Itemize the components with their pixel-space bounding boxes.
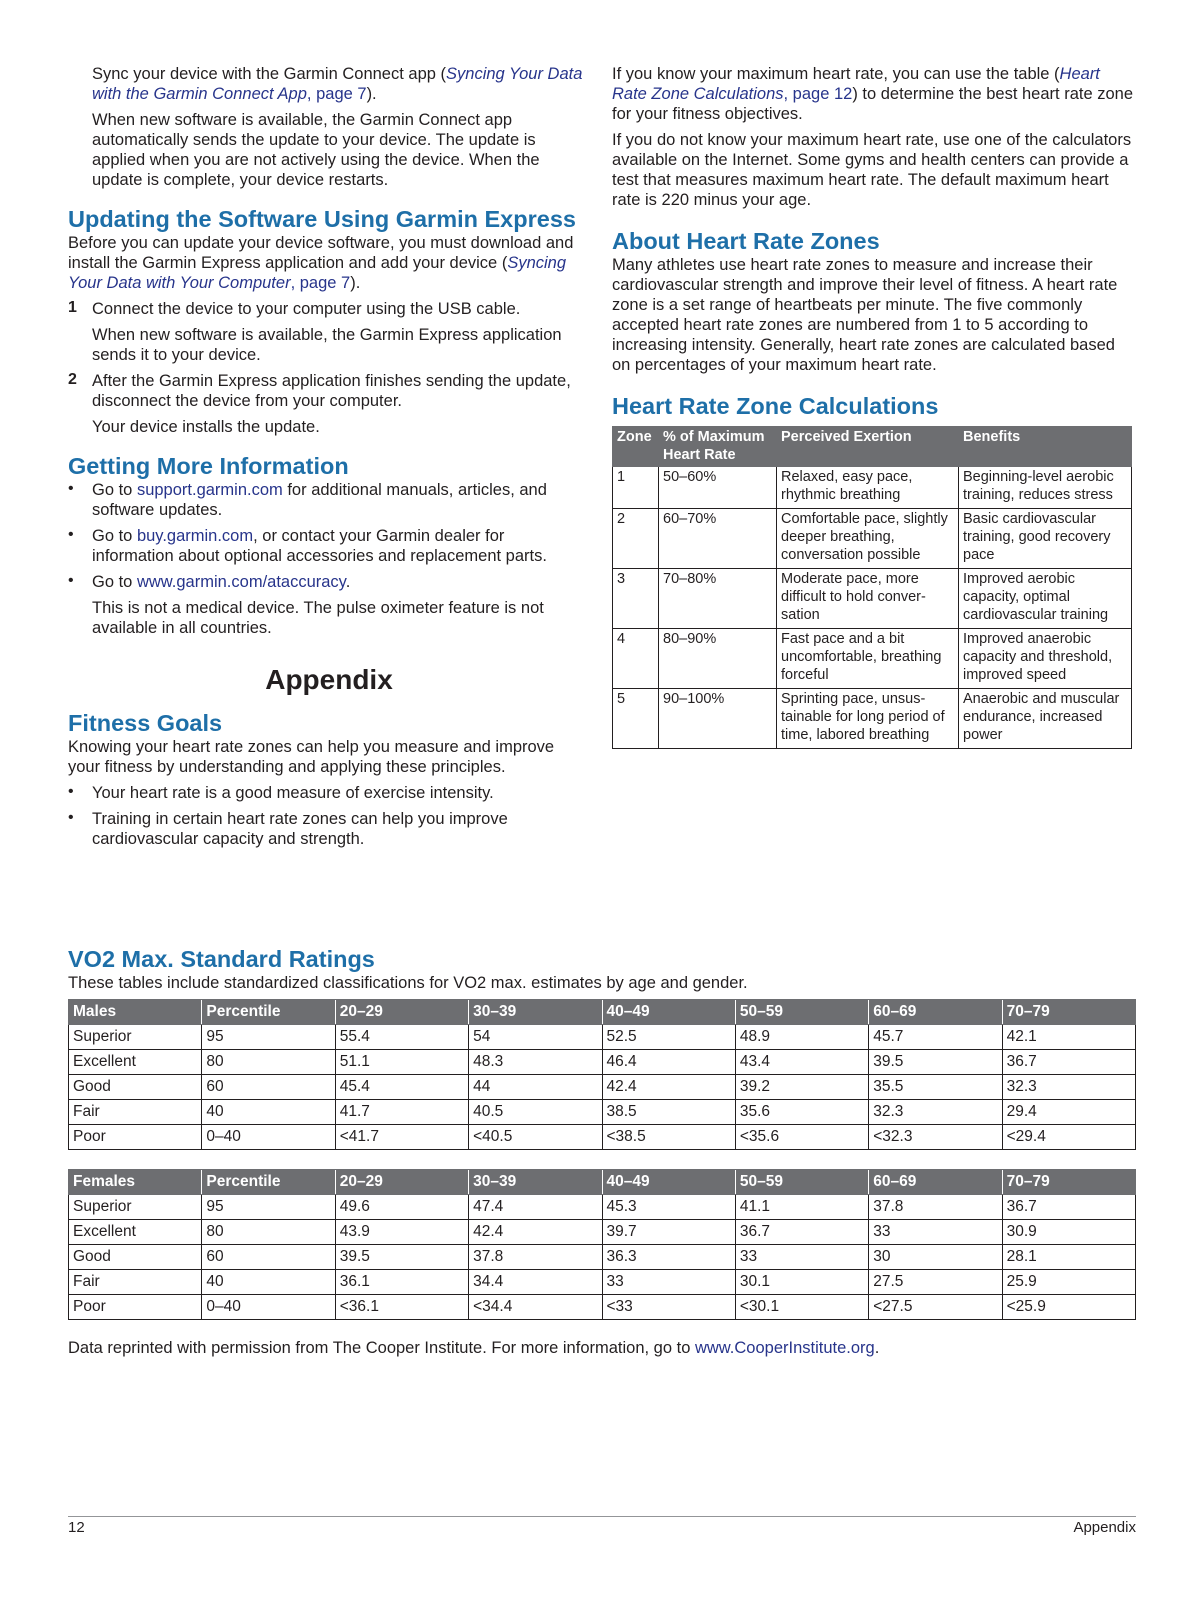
express-heading: Updating the Software Using Garmin Express <box>68 206 576 232</box>
table-cell: 52.5 <box>602 1025 735 1050</box>
table-cell: 39.7 <box>602 1220 735 1245</box>
table-row <box>613 467 1132 509</box>
exertion-cell: Sprinting pace, unsus-tainable for long period of time, labored breathing <box>777 689 959 749</box>
page-number: 12 <box>68 1519 85 1536</box>
table-cell: 45.7 <box>869 1025 1002 1050</box>
table-cell: 32.3 <box>1002 1075 1135 1100</box>
table-cell: 33 <box>602 1270 735 1295</box>
more-info-heading: Getting More Information <box>68 453 349 479</box>
buy-garmin-link[interactable]: buy.garmin.com <box>136 527 254 545</box>
table-cell: 41.7 <box>335 1100 468 1125</box>
col-header-percent: % of Maximum Heart Rate <box>659 427 777 467</box>
table-row <box>69 1220 1136 1245</box>
percent-cell: 60–70% <box>659 509 777 569</box>
table-cell: Superior <box>69 1195 202 1220</box>
table-cell: 33 <box>869 1220 1002 1245</box>
ataccuracy-link[interactable]: www.garmin.com/ataccuracy <box>136 573 346 591</box>
table-cell: 80 <box>202 1220 335 1245</box>
table-row <box>613 509 1132 569</box>
col-header-exertion: Perceived Exertion <box>777 427 959 467</box>
vo2-males-table <box>68 999 1136 1150</box>
table-cell: <25.9 <box>1002 1295 1135 1320</box>
zone-cell: 1 <box>613 467 659 509</box>
table-cell: <29.4 <box>1002 1125 1135 1150</box>
zone-cell: 4 <box>613 629 659 689</box>
vo2-heading: VO2 Max. Standard Ratings <box>68 946 375 972</box>
table-cell: 33 <box>735 1245 868 1270</box>
hr-zone-calc-link[interactable]: Heart Rate Zone Calculations <box>612 65 1100 103</box>
table-cell: 60 <box>202 1245 335 1270</box>
zone-cell: 5 <box>613 689 659 749</box>
more-info-bullet-1 <box>68 480 590 520</box>
bullet-text: Go to <box>92 527 137 545</box>
table-row <box>69 1100 1136 1125</box>
table-cell: 36.3 <box>602 1245 735 1270</box>
col-header: 30–39 <box>469 1170 602 1195</box>
hr-zones-text: Many athletes use heart rate zones to measure and increase their cardiovascular strength and improve their level of fitness. A heart rate zone is a set range of heartbeats per minute. The five commonly accepted heart rate zones are numbered from 1 to 5 according to increasing intensity. Generally, heart rate zones are calculated based on percentages of your maximum heart rate. <box>612 256 1118 374</box>
col-header: 60–69 <box>869 1000 1002 1025</box>
table-cell: 29.4 <box>1002 1100 1135 1125</box>
table-row <box>69 1245 1136 1270</box>
table-cell: 54 <box>469 1025 602 1050</box>
col-header: Percentile <box>202 1170 335 1195</box>
bullet-text: Go to <box>92 573 137 591</box>
bullet-text: . <box>345 573 351 591</box>
medical-disclaimer: This is not a medical device. The pulse oximeter feature is not available in all countries. <box>92 599 544 637</box>
percent-cell: 70–80% <box>659 569 777 629</box>
table-cell: 44 <box>469 1075 602 1100</box>
fitness-bullet-1 <box>68 783 590 803</box>
table-row <box>69 1125 1136 1150</box>
cooper-credit <box>68 1338 1136 1358</box>
fitness-intro: Knowing your heart rate zones can help you measure and improve your fitness by understanding and applying these principles. <box>68 738 555 776</box>
bullet-text: Your heart rate is a good measure of exercise intensity. <box>92 784 494 802</box>
table-cell: 49.6 <box>335 1195 468 1220</box>
col-header: 40–49 <box>602 1170 735 1195</box>
step-1 <box>68 299 590 365</box>
table-cell: 41.1 <box>735 1195 868 1220</box>
table-cell: <34.4 <box>469 1295 602 1320</box>
table-cell: 37.8 <box>469 1245 602 1270</box>
bullet-text: , or contact your Garmin dealer for information about optional accessories and replacement parts. <box>92 527 547 565</box>
table-cell: <32.3 <box>869 1125 1002 1150</box>
percent-cell: 90–100% <box>659 689 777 749</box>
benefits-cell: Anaerobic and muscular endurance, increased power <box>959 689 1132 749</box>
max-hr-text-end: ) to determine the best heart rate zone for your fitness objectives. <box>612 85 1133 123</box>
table-cell: 40 <box>202 1270 335 1295</box>
table-cell: 43.9 <box>335 1220 468 1245</box>
table-cell: 40.5 <box>469 1100 602 1125</box>
table-row <box>69 1075 1136 1100</box>
cooper-institute-link[interactable]: www.CooperInstitute.org <box>694 1339 875 1357</box>
max-hr-text: If you know your maximum heart rate, you can use the table ( <box>612 65 1060 83</box>
table-cell: 40 <box>202 1100 335 1125</box>
max-hr-paragraph <box>612 64 1135 124</box>
bullet-glyph: • <box>68 526 74 543</box>
table-cell: 34.4 <box>469 1270 602 1295</box>
table-cell: 25.9 <box>1002 1270 1135 1295</box>
table-cell: 51.1 <box>335 1050 468 1075</box>
table-cell: 95 <box>202 1025 335 1050</box>
percent-cell: 50–60% <box>659 467 777 509</box>
benefits-cell: Improved aerobic capacity, optimal cardiovascular training <box>959 569 1132 629</box>
benefits-cell: Beginning-level aerobic training, reduces stress <box>959 467 1132 509</box>
table-cell: <36.1 <box>335 1295 468 1320</box>
table-cell: 0–40 <box>202 1295 335 1320</box>
col-header: 20–29 <box>335 1000 468 1025</box>
table-cell: 42.1 <box>1002 1025 1135 1050</box>
sync-text: Sync your device with the Garmin Connect app ( <box>92 65 447 83</box>
more-info-bullet-2 <box>68 526 590 566</box>
col-header: 20–29 <box>335 1170 468 1195</box>
credit-text-end: . <box>874 1339 880 1357</box>
table-cell: 42.4 <box>602 1075 735 1100</box>
table-cell: 30 <box>869 1245 1002 1270</box>
more-info-bullet-3 <box>68 572 590 638</box>
col-header: 70–79 <box>1002 1000 1135 1025</box>
col-header: Males <box>69 1000 202 1025</box>
unknown-max-hr-paragraph: If you do not know your maximum heart rate, use one of the calculators available on the Internet. Some gyms and health centers can provide a test that measures maximum heart rate. The default maximum heart rate is 220 minus your age. <box>612 131 1132 209</box>
support-garmin-link[interactable]: support.garmin.com <box>136 481 283 499</box>
bullet-glyph: • <box>68 783 74 800</box>
table-cell: 35.5 <box>869 1075 1002 1100</box>
express-intro-text: Before you can update your device software, you must download and install the Garmin Express application and add your device ( <box>68 234 574 272</box>
col-header: Percentile <box>202 1000 335 1025</box>
left-column <box>68 64 590 849</box>
update-paragraph: When new software is available, the Garmin Connect app automatically sends the update to your device. The update is applied when you are not actively using the device. When the update is complete, your device restarts. <box>92 111 540 189</box>
table-cell: <30.1 <box>735 1295 868 1320</box>
hr-zones-heading: About Heart Rate Zones <box>612 228 880 254</box>
hr-zone-calc-page-link[interactable]: , page 12 <box>783 85 853 103</box>
table-cell: 39.2 <box>735 1075 868 1100</box>
table-cell: 80 <box>202 1050 335 1075</box>
percent-cell: 80–90% <box>659 629 777 689</box>
table-cell: 39.5 <box>869 1050 1002 1075</box>
table-row <box>69 1050 1136 1075</box>
col-header: 70–79 <box>1002 1170 1135 1195</box>
col-header: 30–39 <box>469 1000 602 1025</box>
table-cell: 36.7 <box>1002 1050 1135 1075</box>
benefits-cell: Improved anaerobic capacity and threshold, improved speed <box>959 629 1132 689</box>
table-cell: 37.8 <box>869 1195 1002 1220</box>
table-cell: 30.9 <box>1002 1220 1135 1245</box>
table-cell: <35.6 <box>735 1125 868 1150</box>
table-cell: 43.4 <box>735 1050 868 1075</box>
table-cell: 28.1 <box>1002 1245 1135 1270</box>
table-cell: 60 <box>202 1075 335 1100</box>
table-cell: <27.5 <box>869 1295 1002 1320</box>
col-header: 60–69 <box>869 1170 1002 1195</box>
exertion-cell: Moderate pace, more difficult to hold conver-sation <box>777 569 959 629</box>
table-cell: <38.5 <box>602 1125 735 1150</box>
zone-cell: 3 <box>613 569 659 629</box>
table-cell: Superior <box>69 1025 202 1050</box>
step-result: Your device installs the update. <box>92 418 320 436</box>
table-cell: Fair <box>69 1100 202 1125</box>
table-row <box>69 1270 1136 1295</box>
step-number: 1 <box>68 299 77 316</box>
zone-cell: 2 <box>613 509 659 569</box>
bullet-glyph: • <box>68 809 74 826</box>
col-header: 50–59 <box>735 1000 868 1025</box>
table-header-row <box>69 1000 1136 1025</box>
table-cell: Good <box>69 1245 202 1270</box>
table-row <box>613 569 1132 629</box>
benefits-cell: Basic cardiovascular training, good recovery pace <box>959 509 1132 569</box>
table-cell: 47.4 <box>469 1195 602 1220</box>
table-cell: 38.5 <box>602 1100 735 1125</box>
table-cell: 45.3 <box>602 1195 735 1220</box>
table-header-row <box>69 1170 1136 1195</box>
bullet-glyph: • <box>68 572 74 589</box>
syncing-connect-app-page-link[interactable]: , page 7 <box>306 85 367 103</box>
table-header-row <box>613 427 1132 467</box>
exertion-cell: Relaxed, easy pace, rhythmic breathing <box>777 467 959 509</box>
table-cell: 48.3 <box>469 1050 602 1075</box>
col-header: 50–59 <box>735 1170 868 1195</box>
table-cell: 45.4 <box>335 1075 468 1100</box>
bullet-text: Go to <box>92 481 137 499</box>
hr-zone-calc-heading: Heart Rate Zone Calculations <box>612 393 939 419</box>
exertion-cell: Comfortable pace, slightly deeper breathing, conversation possible <box>777 509 959 569</box>
sync-paragraph <box>92 64 590 104</box>
col-header-benefits: Benefits <box>959 427 1132 467</box>
table-cell: 46.4 <box>602 1050 735 1075</box>
table-row <box>613 629 1132 689</box>
step-text: Connect the device to your computer using the USB cable. <box>92 300 521 318</box>
table-cell: 39.5 <box>335 1245 468 1270</box>
appendix-title: Appendix <box>265 664 393 695</box>
syncing-computer-link[interactable]: Syncing Your Data with Your Computer <box>68 254 567 292</box>
exertion-cell: Fast pace and a bit uncomfortable, breathing forceful <box>777 629 959 689</box>
table-cell: 35.6 <box>735 1100 868 1125</box>
table-cell: 27.5 <box>869 1270 1002 1295</box>
fitness-bullet-2 <box>68 809 590 849</box>
bullet-text: for additional manuals, articles, and software updates. <box>92 481 547 519</box>
table-cell: 95 <box>202 1195 335 1220</box>
table-cell: 30.1 <box>735 1270 868 1295</box>
table-cell: <40.5 <box>469 1125 602 1150</box>
table-cell: 42.4 <box>469 1220 602 1245</box>
credit-text: Data reprinted with permission from The Cooper Institute. For more information, go to <box>68 1339 695 1357</box>
table-cell: 55.4 <box>335 1025 468 1050</box>
table-row <box>69 1295 1136 1320</box>
vo2-section <box>68 946 1136 1358</box>
col-header: Females <box>69 1170 202 1195</box>
table-cell: Poor <box>69 1295 202 1320</box>
footer-rule <box>68 1516 1136 1517</box>
table-cell: Good <box>69 1075 202 1100</box>
vo2-females-table <box>68 1169 1136 1320</box>
step-result: When new software is available, the Garmin Express application sends it to your device. <box>92 326 562 364</box>
right-column <box>612 64 1135 749</box>
table-cell: Poor <box>69 1125 202 1150</box>
table-cell: Excellent <box>69 1220 202 1245</box>
table-cell: Excellent <box>69 1050 202 1075</box>
bullet-text: Training in certain heart rate zones can help you improve cardiovascular capacity and strength. <box>92 810 508 848</box>
table-cell: 36.1 <box>335 1270 468 1295</box>
table-cell: 0–40 <box>202 1125 335 1150</box>
table-cell: 32.3 <box>869 1100 1002 1125</box>
vo2-intro: These tables include standardized classifications for VO2 max. estimates by age and gender. <box>68 974 748 992</box>
step-text: After the Garmin Express application finishes sending the update, disconnect the device from your computer. <box>92 372 571 410</box>
table-row <box>69 1195 1136 1220</box>
step-number: 2 <box>68 371 77 388</box>
table-cell: 36.7 <box>735 1220 868 1245</box>
sync-text-end: ). <box>366 85 377 103</box>
syncing-computer-page-link[interactable]: , page 7 <box>290 274 351 292</box>
col-header: 40–49 <box>602 1000 735 1025</box>
step-2 <box>68 371 590 437</box>
table-cell: <41.7 <box>335 1125 468 1150</box>
syncing-connect-app-link[interactable]: Syncing Your Data with the Garmin Connect App <box>92 65 583 103</box>
col-header-zone: Zone <box>613 427 659 467</box>
table-row <box>69 1025 1136 1050</box>
express-intro <box>68 233 590 293</box>
table-row <box>613 689 1132 749</box>
express-intro-end: ). <box>350 274 361 292</box>
table-cell: Fair <box>69 1270 202 1295</box>
footer-section-name: Appendix <box>1073 1519 1136 1536</box>
table-cell: 36.7 <box>1002 1195 1135 1220</box>
hr-zone-table <box>612 426 1132 749</box>
bullet-glyph: • <box>68 480 74 497</box>
table-cell: 48.9 <box>735 1025 868 1050</box>
table-cell: <33 <box>602 1295 735 1320</box>
fitness-goals-heading: Fitness Goals <box>68 710 223 736</box>
